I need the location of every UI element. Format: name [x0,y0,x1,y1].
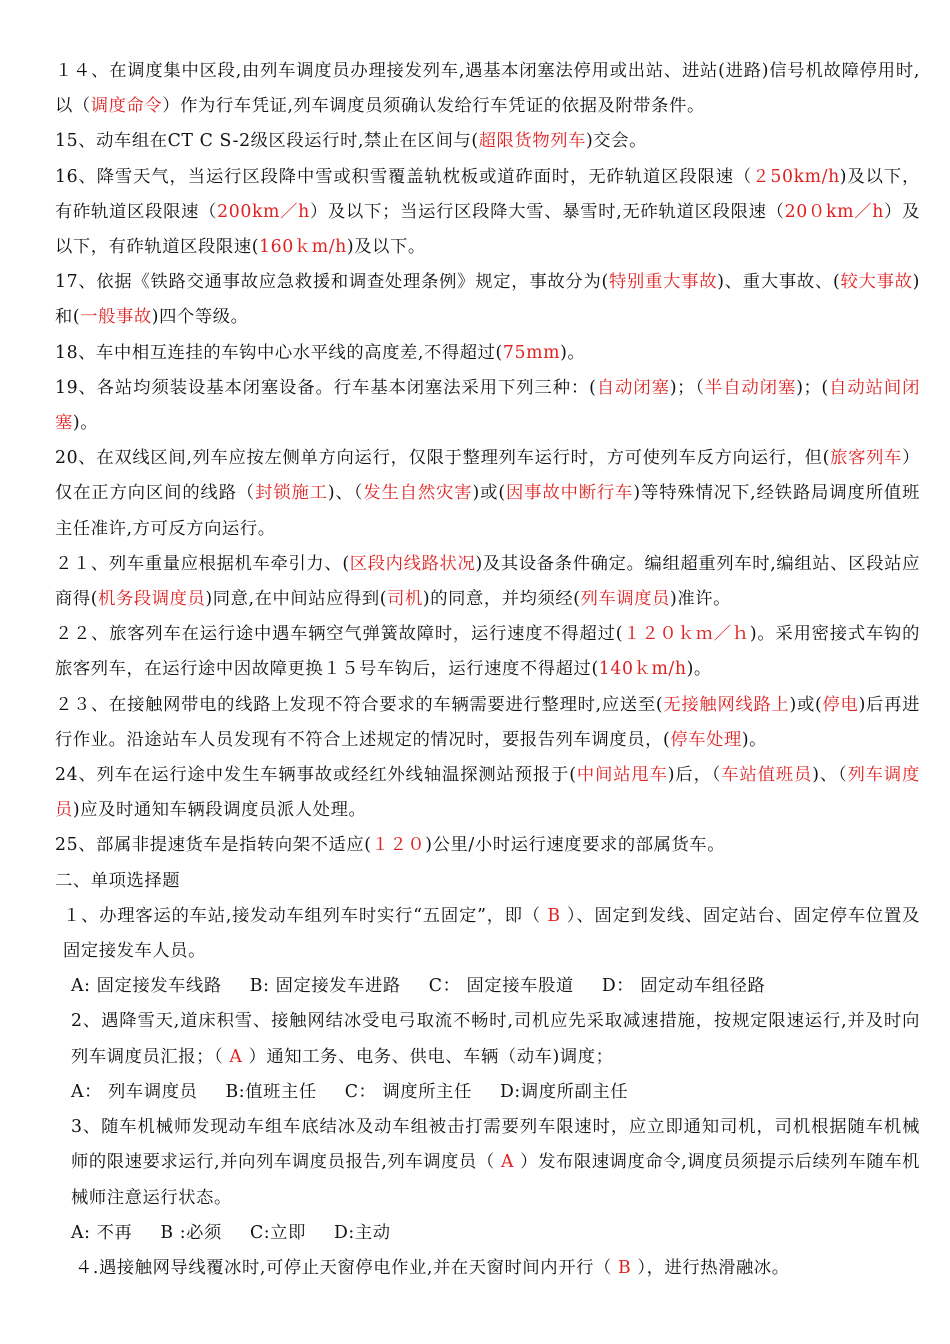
question-text: )。 [741,729,768,750]
question-23 [55,688,920,758]
answer-text: B [547,905,561,926]
answer-text: 140ｋm/h [598,659,687,680]
question-text: ４.遇接触网导线覆冰时,可停止天窗停电作业,并在天窗时间内开行（ [75,1257,618,1278]
question-text: )同意,在中间站应得到( [205,589,388,610]
question-text: 15、动车组在CT C S-2级区段运行时,禁止在区间与( [55,131,479,152]
answer-text: 无接触网线路上 [663,694,790,715]
question-text: )或( [789,694,823,715]
section-heading [55,864,920,899]
question-text: )后再进行作业。沿途站车人员发现有不符合上述规定的情况时，要报告列车调度员，( [55,694,920,750]
question-text: )公里/小时运行速度要求的部属货车。 [425,835,726,856]
answer-text: 200km／h [217,201,310,222]
answer-text: 自动闭塞 [596,377,670,398]
question-text: 25、部属非提速货车是指转向架不适应( [55,835,372,856]
choice-options-2 [55,1075,920,1110]
option-b: B: 固定接发车进路 [249,976,401,997]
answer-text: 一般事故 [80,307,152,328]
answer-text: １２０ [371,835,426,856]
answer-text: 停电 [822,694,859,715]
answer-text: 机务段调度员 [98,589,206,610]
question-22 [55,617,920,687]
option-d: D： 固定动车组径路 [601,976,766,997]
answer-text: １２０ｋｍ／ｈ [623,624,750,645]
choice-question-2 [55,1004,920,1074]
answer-text: 因事故中断行车 [505,483,634,504]
question-text: )的同意，并均须经( [422,589,581,610]
question-text: １、办理客运的车站,接发动车组列车时实行“五固定”，即（ [63,905,548,926]
answer-text: 发生自然灾害 [363,483,473,504]
answer-text: 列车调度员 [55,765,920,821]
answer-text: 特别重大事故 [608,272,718,293]
question-text: ）、固定到发线、固定站台、固定停车位置及固定接发车人员。 [63,905,920,962]
question-text: ）及以下；当运行区段降大雪、暴雪时,无砟轨道区段限速（ [309,201,785,222]
question-text: )。采用密接式车钩的旅客列车，在运行途中因故障更换１５号车钩后，运行速度不得超过( [55,624,921,680]
choice-question-4 [55,1251,920,1286]
question-text: )、（ [812,765,848,786]
answer-text: 调度命令 [90,96,163,117]
question-25 [55,828,920,863]
answer-text: 车站值班员 [721,765,813,786]
answer-text: 旅客列车 [829,448,903,469]
question-text: 19、各站均须装设基本闭塞设备。行车基本闭塞法采用下列三种：( [55,377,597,398]
answer-text: 自动站间闭塞 [55,377,920,434]
answer-text: 75mm [502,342,561,363]
question-text: )、（ [327,483,364,504]
question-text: )。 [686,659,712,680]
choice-question-3 [55,1110,920,1216]
question-16 [55,160,920,266]
option-c: C:立即 [249,1222,306,1243]
option-a: A: 不再 [71,1222,133,1243]
question-text: 2、遇降雪天,道床积雪、接触网结冰受电弓取流不畅时,司机应先采取减速措施，按规定限速运行,并及时向列车调度员汇报；（ [71,1011,920,1067]
answer-text: ２50km/h [752,166,840,187]
question-20 [55,441,920,547]
question-18 [55,336,920,371]
answer-text: 超限货物列车 [478,131,586,152]
question-text: )、重大事故、( [717,272,841,293]
question-text: )及以下。 [346,237,426,258]
choice-options-3 [55,1216,920,1251]
question-text: ２１、列车重量应根据机车牵引力、( [55,553,350,574]
question-text: )；( [796,377,829,398]
question-text: )及其设备条件确定。编组超重列车时,编组站、区段站应商得( [55,553,920,610]
answer-text: B [617,1257,632,1278]
question-text: ）仅在正方向区间的线路（ [55,448,920,504]
question-text: ２２、旅客列车在运行途中遇车辆空气弹簧故障时，运行速度不得超过( [55,624,624,645]
question-17 [55,265,920,335]
answer-text: 停车处理 [670,729,742,750]
answer-text: 20０km／h [784,201,884,222]
question-text: )交会。 [585,131,647,152]
question-text: )等特殊情况下,经铁路局调度所值班主任准许,方可反方向运行。 [55,483,921,539]
option-b: B :必须 [160,1222,222,1243]
question-text: )准许。 [670,589,732,610]
answer-text: 160ｋm/h [259,237,347,258]
answer-text: 中间站甩车 [576,765,668,786]
question-text: 二、单项选择题 [55,870,181,891]
answer-text: 列车调度员 [580,589,671,610]
question-text: 3、随车机械师发现动车组车底结冰及动车组被击打需要列车限速时，应立即通知司机，司机根据随车机械师的限速要求运行,并向列车调度员报告,列车调度员（ [71,1117,920,1173]
option-a: A： 列车调度员 [71,1081,198,1102]
question-text: 20、在双线区间,列车应按左侧单方向运行，仅限于整理列车运行时，方可使列车反方向运行，但( [55,448,830,469]
question-15 [55,124,920,159]
question-19 [55,371,920,441]
question-text: 24、列车在运行途中发生车辆事故或经红外线轴温探测站预报于( [55,765,577,786]
question-text: １４、在调度集中区段,由列车调度员办理接发列车,遇基本闭塞法停用或出站、进站(进路)信号机故障停用时,以（ [55,61,920,117]
question-14 [55,54,920,124]
question-text: )应及时通知车辆段调度员派人处理。 [72,800,367,821]
answer-text: A [229,1046,243,1067]
question-21 [55,547,920,617]
question-text: )。 [72,413,99,434]
option-b: B:值班主任 [225,1081,317,1102]
option-d: D:调度所副主任 [499,1081,629,1102]
option-a: A: 固定接发车线路 [71,976,222,997]
answer-text: 司机 [387,589,423,610]
choice-question-1 [55,899,920,969]
question-text: ）作为行车凭证,列车调度员须确认发给行车凭证的依据及附带条件。 [162,96,705,117]
question-text: )和( [55,272,921,328]
question-text: ）及以下，有砟轨道区段限速( [55,201,920,258]
option-c: C： 调度所主任 [344,1081,472,1102]
question-text: ）发布限速调度命令,调度员须提示后续列车随车机械师注意运行状态。 [71,1152,920,1208]
question-24 [55,758,920,828]
question-text: ２３、在接触网带电的线路上发现不符合要求的车辆需要进行整理时,应送至( [55,694,664,715]
question-text: 17、依据《铁路交通事故应急救援和调查处理条例》规定，事故分为( [55,272,609,293]
question-text: 16、降雪天气，当运行区段降中雪或积雪覆盖轨枕板或道砟面时，无砟轨道区段限速（ [55,166,753,187]
question-text: )或( [472,483,506,504]
question-text: ），进行热滑融冰。 [631,1257,790,1278]
option-c: C： 固定接车股道 [428,976,574,997]
question-text: )后，（ [667,765,722,786]
answer-text: 较大事故 [840,272,913,293]
question-text: )；（ [669,377,706,398]
answer-text: 区段内线路状况 [349,553,476,574]
question-text: )及以下，有砟轨道区段限速（ [55,166,920,222]
choice-options-1 [55,969,920,1004]
answer-text: 封锁施工 [255,483,328,504]
question-text: )四个等级。 [151,307,249,328]
answer-text: A [500,1152,515,1173]
document-page [55,54,920,1286]
question-text: ）通知工务、电务、供电、车辆（动车)调度； [242,1046,614,1067]
question-text: )。 [560,342,586,363]
answer-text: 半自动闭塞 [705,377,797,398]
question-text: 18、车中相互连挂的车钩中心水平线的高度差,不得超过( [55,342,503,363]
option-d: D:主动 [333,1222,391,1243]
